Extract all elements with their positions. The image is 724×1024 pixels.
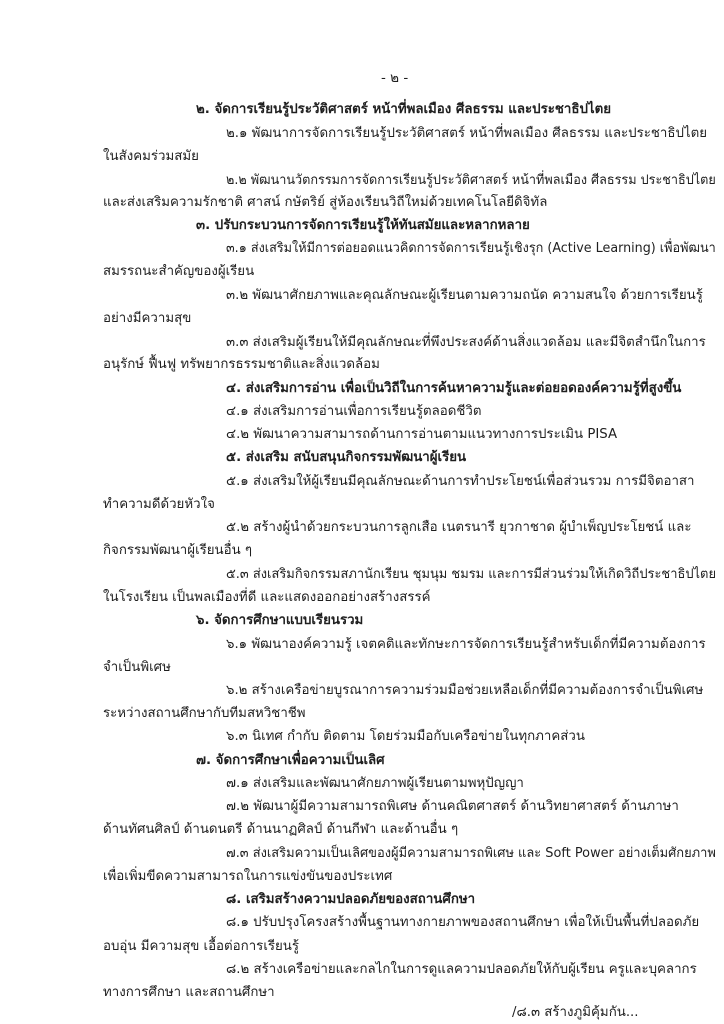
paragraph-line: ๘.๒ สร้างเครือข่ายและกลไกในการดูแลความปลอดภัยให้กับผู้เรียน ครูและบุคลากร	[226, 962, 697, 977]
paragraph-line: ๖.๒ สร้างเครือข่ายบูรณาการความร่วมมือช่วยเหลือเด็กที่มีความต้องการจำเป็นพิเศษ	[226, 683, 704, 698]
paragraph-line: ๗.๓ ส่งเสริมความเป็นเลิศของผู้มีความสามารถพิเศษ และ Soft Power อย่างเต็มศักยภาพ	[226, 846, 716, 861]
paragraph-line: ด้านทัศนศิลป์ ด้านดนตรี ด้านนาฏศิลป์ ด้านกีฬา และด้านอื่น ๆ	[103, 822, 459, 837]
paragraph-line: ระหว่างสถานศึกษากับทีมสหวิชาชีพ	[103, 706, 306, 721]
paragraph-line: กิจกรรมพัฒนาผู้เรียนอื่น ๆ	[103, 543, 253, 558]
paragraph-line: ในโรงเรียน เป็นพลเมืองที่ดี และแสดงออกอย่างสร้างสรรค์	[103, 590, 431, 605]
paragraph-line: ๕.๑ ส่งเสริมให้ผู้เรียนมีคุณลักษณะด้านการทำประโยชน์เพื่อส่วนรวม การมีจิตอาสา	[226, 474, 695, 489]
paragraph-line: เพื่อเพิ่มขีดความสามารถในการแข่งขันของประเทศ	[103, 869, 393, 884]
section-heading-5: ๕. ส่งเสริม สนับสนุนกิจกรรมพัฒนาผู้เรียน	[226, 450, 467, 465]
paragraph-line: และส่งเสริมความรักชาติ ศาสน์ กษัตริย์ สู่ห้องเรียนวิถีใหม่ด้วยเทคโนโลยีดิจิทัล	[103, 195, 548, 210]
paragraph-line: สมรรถนะสำคัญของผู้เรียน	[103, 264, 255, 279]
paragraph-line: จำเป็นพิเศษ	[103, 660, 171, 675]
page-number: - ๒ -	[381, 70, 409, 86]
paragraph-line: ๖.๑ พัฒนาองค์ความรู้ เจตคติและทักษะการจัดการเรียนรู้สำหรับเด็กที่มีความต้องการ	[226, 637, 706, 652]
paragraph-line: ทำความดีด้วยหัวใจ	[103, 497, 215, 512]
paragraph-line: ๘.๑ ปรับปรุงโครงสร้างพื้นฐานทางกายภาพของสถานศึกษา เพื่อให้เป็นพื้นที่ปลอดภัย	[226, 915, 700, 930]
section-heading-8: ๘. เสริมสร้างความปลอดภัยของสถานศึกษา	[226, 892, 476, 907]
paragraph-line: ๓.๑ ส่งเสริมให้มีการต่อยอดแนวคิดการจัดการเรียนรู้เชิงรุก (Active Learning) เพื่อพัฒนา	[226, 241, 716, 256]
paragraph-line: ๕.๒ สร้างผู้นำด้วยกระบวนการลูกเสือ เนตรนารี ยุวกาชาด ผู้บำเพ็ญประโยชน์ และ	[226, 520, 692, 535]
paragraph-line: ๒.๒ พัฒนานวัตกรรมการจัดการเรียนรู้ประวัติศาสตร์ หน้าที่พลเมือง ศีลธรรม ประชาธิปไตย	[226, 173, 716, 188]
continuation-note: /๘.๓ สร้างภูมิคุ้มกัน...	[512, 1005, 639, 1020]
paragraph-line: ๕.๓ ส่งเสริมกิจกรรมสภานักเรียน ชุมนุม ชมรม และการมีส่วนร่วมให้เกิดวิถีประชาธิปไตย	[226, 567, 717, 582]
section-heading-3: ๓. ปรับกระบวนการจัดการเรียนรู้ให้ทันสมัยและหลากหลาย	[196, 218, 530, 233]
paragraph-line: ทางการศึกษา และสถานศึกษา	[103, 985, 275, 1000]
paragraph-line: ๔.๑ ส่งเสริมการอ่านเพื่อการเรียนรู้ตลอดชีวิต	[226, 404, 482, 419]
paragraph-line: อบอุ่น มีความสุข เอื้อต่อการเรียนรู้	[103, 939, 300, 954]
paragraph-line: ๖.๓ นิเทศ กำกับ ติดตาม โดยร่วมมือกับเครือข่ายในทุกภาคส่วน	[226, 729, 585, 744]
paragraph-line: อนุรักษ์ ฟื้นฟู ทรัพยากรธรรมชาติและสิ่งแวดล้อม	[103, 357, 380, 372]
section-heading-6: ๖. จัดการศึกษาแบบเรียนรวม	[196, 613, 364, 628]
section-heading-2: ๒. จัดการเรียนรู้ประวัติศาสตร์ หน้าที่พลเมือง ศีลธรรม และประชาธิปไตย	[196, 102, 612, 117]
paragraph-line: ในสังคมร่วมสมัย	[103, 149, 199, 164]
paragraph-line: ๗.๑ ส่งเสริมและพัฒนาศักยภาพผู้เรียนตามพหุปัญญา	[226, 776, 524, 791]
paragraph-line: ๔.๒ พัฒนาความสามารถด้านการอ่านตามแนวทางการประเมิน PISA	[226, 427, 618, 442]
paragraph-line: ๒.๑ พัฒนาการจัดการเรียนรู้ประวัติศาสตร์ หน้าที่พลเมือง ศีลธรรม และประชาธิปไตย	[226, 126, 708, 141]
section-heading-7: ๗. จัดการศึกษาเพื่อความเป็นเลิศ	[196, 753, 385, 768]
section-heading-4: ๔. ส่งเสริมการอ่าน เพื่อเป็นวิถีในการค้นหาความรู้และต่อยอดองค์ความรู้ที่สูงขึ้น	[226, 381, 682, 396]
paragraph-line: ๓.๓ ส่งเสริมผู้เรียนให้มีคุณลักษณะที่พึงประสงค์ด้านสิ่งแวดล้อม และมีจิตสำนึกในการ	[226, 335, 706, 350]
paragraph-line: อย่างมีความสุข	[103, 311, 192, 326]
paragraph-line: ๗.๒ พัฒนาผู้มีความสามารถพิเศษ ด้านคณิตศาสตร์ ด้านวิทยาศาสตร์ ด้านภาษา	[226, 799, 679, 814]
paragraph-line: ๓.๒ พัฒนาศักยภาพและคุณลักษณะผู้เรียนตามความถนัด ความสนใจ ด้วยการเรียนรู้	[226, 288, 703, 303]
